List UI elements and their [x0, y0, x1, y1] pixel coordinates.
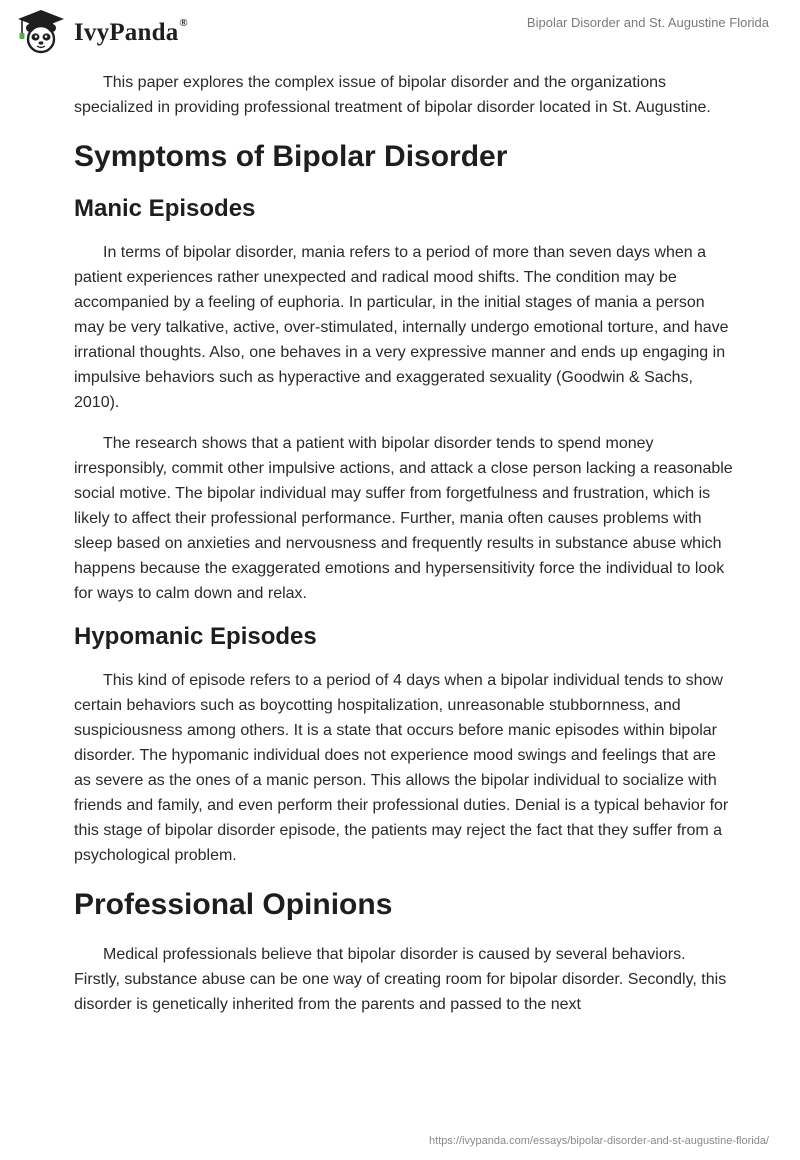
subsection-heading-manic: Manic Episodes: [74, 195, 256, 222]
article-body: [74, 70, 734, 1033]
document-title: Bipolar Disorder and St. Augustine Florida: [526, 15, 769, 30]
footer-source-url[interactable]: https://ivypanda.com/essays/bipolar-disorder-and-st-augustine-florida/: [429, 1135, 769, 1147]
page-header: [0, 0, 800, 66]
intro-paragraph: This paper explores the complex issue of bipolar disorder and the organizations specialized in providing professional treatment of bipolar disorder located in St. Augustine.: [74, 74, 711, 116]
manic-paragraph-2: The research shows that a patient with bipolar disorder tends to spend money irresponsibly, commit other impulsive actions, and attack a close person lacking a reasonable social motive. The bipolar individual may suffer from forgetfulness and frustration, which is likely to affect their professional performance. Further, mania often causes problems with sleep based on anxieties and nervousness and frequently results in substance abuse which happens because the exaggerated emotions and hypersensitivity force the individual to look for ways to calm down and relax.: [74, 435, 733, 602]
hypomanic-paragraph: This kind of episode refers to a period of 4 days when a bipolar individual tends to show certain behaviors such as boycotting hospitalization, unreasonable stubbornness, and suspiciousness among others. It is a state that occurs before manic episodes within bipolar disorder. The hypomanic individual does not experience mood swings and feelings that are as severe as the ones of a manic person. This allows the bipolar individual to socialize with friends and family, and even perform their professional duties. Denial is a typical behavior for this stage of bipolar disorder episode, the patients may reject the fact that they suffer from a psychological problem.: [74, 672, 729, 864]
logo-wordmark: IvyPanda®: [74, 17, 188, 46]
panda-graduate-icon: [14, 8, 68, 54]
ivypanda-logo[interactable]: [14, 8, 188, 54]
professional-opinions-paragraph: Medical professionals believe that bipolar disorder is caused by several behaviors. Firstly, substance abuse can be one way of creating room for bipolar disorder. Secondly, this disorder is genetically inherited from the parents and passed to the next: [74, 946, 727, 1013]
subsection-heading-hypomanic: Hypomanic Episodes: [74, 623, 317, 650]
section-heading-symptoms: Symptoms of Bipolar Disorder: [74, 140, 508, 173]
section-heading-professional-opinions: Professional Opinions: [74, 888, 393, 921]
manic-paragraph-1: In terms of bipolar disorder, mania refers to a period of more than seven days when a patient experiences rather unexpected and radical mood shifts. The condition may be accompanied by a feeling of euphoria. In particular, in the initial stages of mania a person may be very talkative, active, over-stimulated, internally undergo emotional torture, and have irrational thoughts. Also, one behaves in a very expressive manner and ends up engaging in impulsive behaviors such as hyperactive and exaggerated sexuality (Goodwin & Sachs, 2010).: [74, 244, 729, 411]
